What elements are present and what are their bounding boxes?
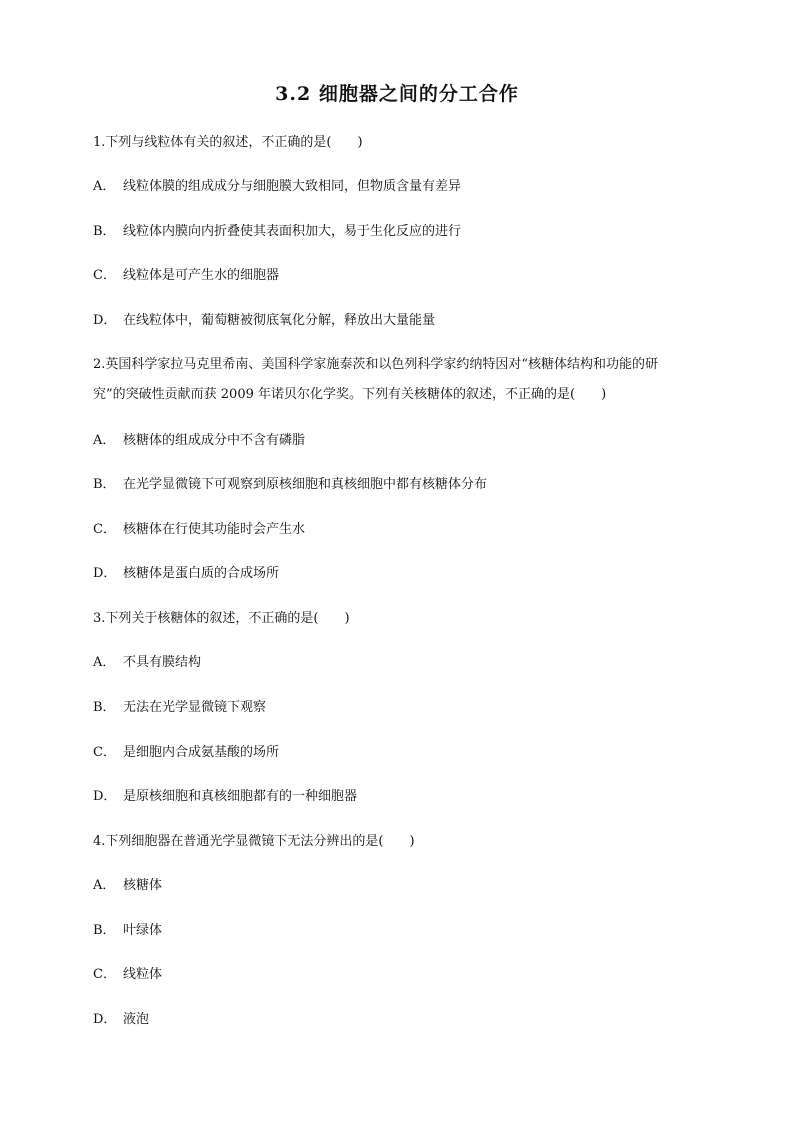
- option-text: 叶绿体: [123, 923, 163, 938]
- question-stem-line: 究”的突破性贡献而获 2009 年诺贝尔化学奖。下列有关核糖体的叙述，不正确的是( ): [93, 387, 607, 402]
- option-text: 是细胞内合成氨基酸的场所: [123, 745, 280, 760]
- option-text: 线粒体内膜向内折叠使其表面积加大，易于生化反应的进行: [123, 224, 462, 239]
- question-2-option-c: [93, 519, 305, 541]
- question-2-stem: [93, 354, 713, 406]
- question-2-option-b: [93, 474, 487, 496]
- question-4-option-c: [93, 964, 162, 986]
- option-letter: B．: [93, 477, 116, 492]
- option-text: 核糖体: [123, 878, 163, 893]
- option-letter: C．: [93, 268, 116, 283]
- question-stem-line: 4.下列细胞器在普通光学显微镜下无法分辨出的是( ): [93, 834, 415, 849]
- question-stem-line: 1.下列与线粒体有关的叙述，不正确的是( ): [93, 135, 363, 150]
- question-stem-line: 2.英国科学家拉马克里希南、美国科学家施泰茨和以色列科学家约纳特因对“核糖体结构和功能的研: [93, 357, 659, 372]
- question-4-option-b: [93, 920, 162, 942]
- option-letter: A．: [93, 655, 116, 670]
- option-letter: B．: [93, 224, 116, 239]
- option-text: 不具有膜结构: [123, 655, 202, 670]
- question-3-option-a: [93, 652, 201, 674]
- option-letter: D．: [93, 789, 117, 804]
- option-text: 核糖体在行使其功能时会产生水: [123, 522, 306, 537]
- option-letter: C．: [93, 745, 116, 760]
- question-1-option-d: [93, 310, 435, 332]
- option-letter: D．: [93, 566, 117, 581]
- option-letter: B．: [93, 700, 116, 715]
- option-letter: C．: [93, 522, 116, 537]
- question-3-option-d: [93, 786, 357, 808]
- question-1-option-b: [93, 221, 461, 243]
- option-letter: D．: [93, 313, 117, 328]
- option-text: 在光学显微镜下可观察到原核细胞和真核细胞中都有核糖体分布: [123, 477, 488, 492]
- question-4-option-d: [93, 1009, 149, 1031]
- question-1-stem: [93, 132, 713, 154]
- question-4-stem: [93, 831, 713, 853]
- option-letter: B．: [93, 923, 116, 938]
- question-2-option-d: [93, 563, 279, 585]
- option-text: 线粒体膜的组成成分与细胞膜大致相同，但物质含量有差异: [123, 179, 462, 194]
- question-1-option-a: [93, 176, 461, 198]
- option-text: 在线粒体中，葡萄糖被彻底氧化分解，释放出大量能量: [123, 313, 436, 328]
- option-text: 线粒体是可产生水的细胞器: [123, 268, 280, 283]
- question-3-option-b: [93, 697, 266, 719]
- option-text: 液泡: [123, 1012, 150, 1027]
- option-text: 无法在光学显微镜下观察: [123, 700, 267, 715]
- option-text: 核糖体的组成成分中不含有磷脂: [123, 433, 306, 448]
- page-title: 3.2 细胞器之间的分工合作: [275, 83, 519, 105]
- option-letter: D．: [93, 1012, 117, 1027]
- question-3-stem: [93, 608, 713, 630]
- question-3-option-c: [93, 742, 279, 764]
- question-2-option-a: [93, 430, 305, 452]
- question-stem-line: 3.下列关于核糖体的叙述，不正确的是( ): [93, 611, 350, 626]
- question-1-option-c: [93, 265, 279, 287]
- option-letter: C．: [93, 967, 116, 982]
- option-text: 是原核细胞和真核细胞都有的一种细胞器: [123, 789, 358, 804]
- question-4-option-a: [93, 875, 162, 897]
- option-letter: A．: [93, 878, 116, 893]
- option-letter: A．: [93, 433, 116, 448]
- option-text: 线粒体: [123, 967, 163, 982]
- option-text: 核糖体是蛋白质的合成场所: [123, 566, 280, 581]
- option-letter: A．: [93, 179, 116, 194]
